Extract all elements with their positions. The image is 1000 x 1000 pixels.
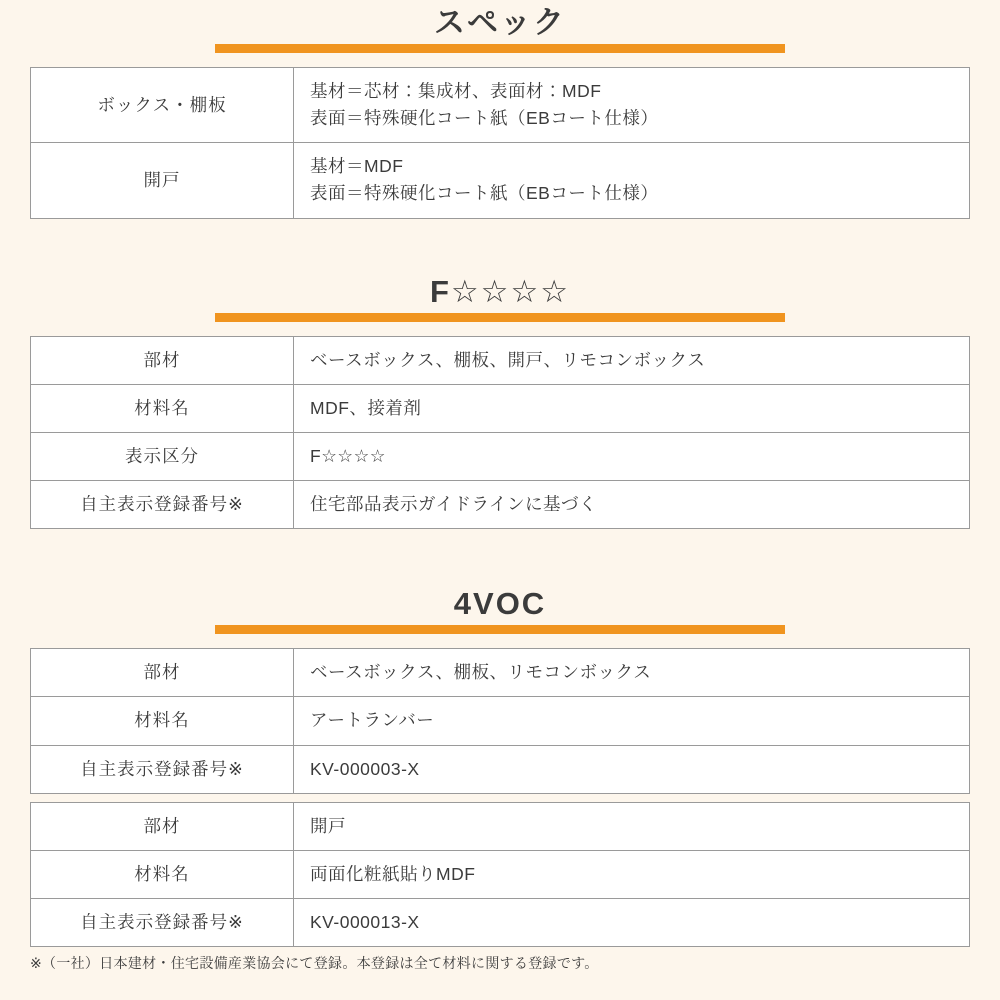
spacer (0, 322, 1000, 336)
row-value (294, 481, 970, 529)
spec-table-4voc-second (30, 802, 970, 947)
section-heading-4voc (0, 529, 1000, 634)
row-header: 部材 (31, 649, 294, 697)
spacer (0, 53, 1000, 67)
row-value (294, 384, 970, 432)
row-header: 開戸 (31, 143, 294, 218)
row-header: 表示区分 (31, 432, 294, 480)
value-line: ベースボックス、棚板、開戸、リモコンボックス (310, 349, 706, 370)
row-header: 自主表示登録番号※ (31, 481, 294, 529)
table-row (31, 850, 970, 898)
table-row (31, 649, 970, 697)
table-row (31, 481, 970, 529)
value-line: 住宅部品表示ガイドラインに基づく (310, 494, 597, 515)
row-value (294, 697, 970, 745)
value-line: アートランバー (310, 710, 435, 731)
row-value (294, 802, 970, 850)
title-underline (215, 625, 785, 634)
row-value (294, 68, 970, 143)
title-underline (215, 44, 785, 53)
value-line: 両面化粧紙貼りMDF (310, 863, 476, 884)
table-row (31, 745, 970, 793)
row-header: ボックス・棚板 (31, 68, 294, 143)
table-row (31, 432, 970, 480)
value-line: KV-000013-X (310, 911, 420, 932)
row-value (294, 336, 970, 384)
section-title: スペック (434, 5, 566, 40)
value-line: 基材＝MDF (310, 156, 404, 177)
spacer (0, 794, 1000, 802)
value-line: 基材＝芯材：集成材、表面材：MDF (310, 81, 602, 102)
table-row (31, 143, 970, 218)
row-header: 自主表示登録番号※ (31, 898, 294, 946)
row-header: 材料名 (31, 697, 294, 745)
value-line: KV-000003-X (310, 758, 420, 779)
footnote: ※（一社）日本建材・住宅設備産業協会にて登録。本登録は全て材料に関する登録です。 (30, 955, 599, 972)
row-value (294, 143, 970, 218)
row-value (294, 850, 970, 898)
value-line: 開戸 (310, 815, 346, 836)
row-value (294, 649, 970, 697)
row-header: 自主表示登録番号※ (31, 745, 294, 793)
table-row (31, 697, 970, 745)
section-title: F☆☆☆☆ (429, 273, 571, 309)
value-line: MDF、接着剤 (310, 397, 422, 418)
section-heading-f-star (0, 219, 1000, 322)
title-underline (215, 313, 785, 322)
value-line: F☆☆☆☆ (310, 445, 386, 466)
row-value (294, 432, 970, 480)
spec-table-4voc-first (30, 648, 970, 793)
row-value (294, 898, 970, 946)
row-header: 材料名 (31, 384, 294, 432)
value-line: 表面＝特殊硬化コート紙（EBコート仕様） (310, 183, 659, 204)
value-line: 表面＝特殊硬化コート紙（EBコート仕様） (310, 108, 659, 129)
spec-table-f-star (30, 336, 970, 530)
table-row (31, 68, 970, 143)
row-header: 材料名 (31, 850, 294, 898)
row-value (294, 745, 970, 793)
section-title: 4VOC (453, 586, 547, 622)
section-heading-spec (0, 0, 1000, 53)
table-row (31, 336, 970, 384)
row-header: 部材 (31, 336, 294, 384)
table-row (31, 384, 970, 432)
spacer (0, 634, 1000, 648)
row-header: 部材 (31, 802, 294, 850)
value-line: ベースボックス、棚板、リモコンボックス (310, 662, 652, 683)
table-row (31, 802, 970, 850)
table-row (31, 898, 970, 946)
spec-table-spec (30, 67, 970, 219)
